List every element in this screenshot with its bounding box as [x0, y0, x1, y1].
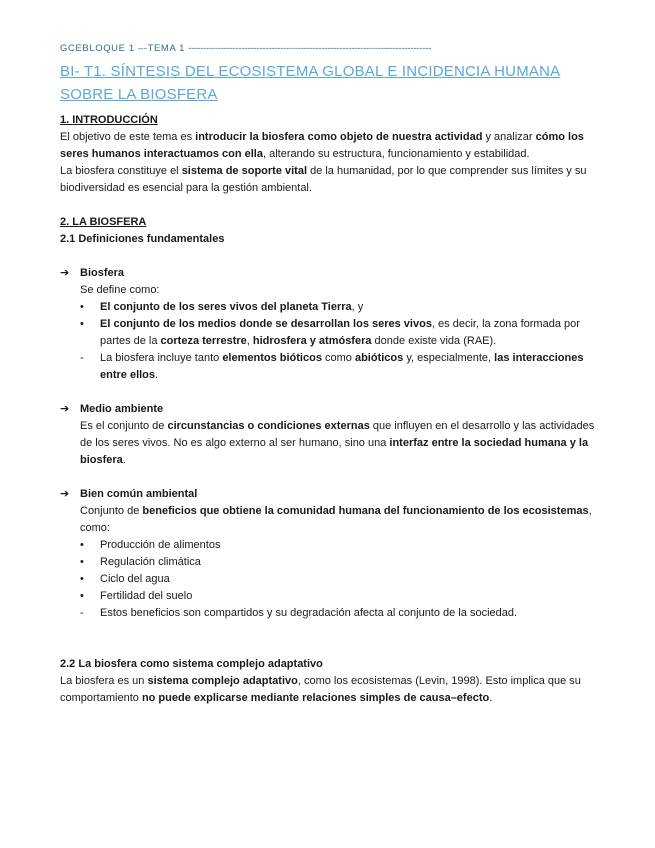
list-item: • Fertilidad del suelo [80, 588, 605, 605]
list-item: • Ciclo del agua [80, 571, 605, 588]
list-item: • Producción de alimentos [80, 537, 605, 554]
list-item: - Estos beneficios son compartidos y su degradación afecta al conjunto de la sociedad. [80, 605, 605, 622]
bullet-icon: • [80, 590, 84, 602]
sistema-paragraph: La biosfera es un sistema complejo adaptativo, como los ecosistemas (Levin, 1998). Esto implica que su comportamiento no puede explicarse mediante relaciones simples de causa–efecto. [60, 675, 581, 704]
section-heading-biosfera: 2. LA BIOSFERA [60, 216, 147, 228]
bien-comun-intro: Conjunto de beneficios que obtiene la comunidad humana del funcionamiento de los ecosistemas, como: [80, 505, 592, 534]
arrow-right-icon: ➔ [60, 488, 70, 500]
dash-icon: - [80, 352, 84, 364]
biosfera-definition-list [80, 299, 605, 384]
arrow-right-icon: ➔ [60, 267, 70, 279]
bullet-icon: • [80, 556, 84, 568]
document-title: BI- T1. SÍNTESIS DEL ECOSISTEMA GLOBAL E INCIDENCIA HUMANA SOBRE LA BIOSFERA [60, 63, 561, 103]
term-biosfera-intro: Se define como: [80, 284, 160, 296]
intro-paragraph-2: La biosfera constituye el sistema de soporte vital de la humanidad, por lo que comprender sus límites y su biodiversidad es esencial para la gestión ambiental. [60, 165, 587, 194]
running-header [60, 42, 605, 56]
bullet-icon: • [80, 318, 84, 330]
bullet-icon: • [80, 301, 84, 313]
list-item: • Regulación climática [80, 554, 605, 571]
term-medio-ambiente-body [60, 418, 605, 469]
subsection-heading-sistema: 2.2 La biosfera como sistema complejo adaptativo [60, 658, 323, 670]
running-head-text: GCEBLOQUE 1 –-TEMA 1 [60, 43, 189, 54]
term-biosfera-body [60, 282, 605, 384]
term-biosfera: ➔ Biosfera [60, 265, 605, 282]
list-item: - La biosfera incluye tanto elementos bióticos como abióticos y, especialmente, las interacciones entre ellos. [80, 352, 584, 381]
term-bien-comun: ➔ Bien común ambiental [60, 486, 605, 503]
term-medio-ambiente: ➔ Medio ambiente [60, 401, 605, 418]
bullet-icon: • [80, 539, 84, 551]
list-item: • El conjunto de los seres vivos del planeta Tierra, y [80, 299, 605, 316]
medio-ambiente-paragraph: Es el conjunto de circunstancias o condiciones externas que influyen en el desarrollo y las actividades de los seres vivos. No es algo externo al ser humano, sino una interfaz entre la sociedad humana y la biosfera. [80, 420, 595, 466]
bullet-icon: • [80, 573, 84, 585]
list-item: • El conjunto de los medios donde se desarrollan los seres vivos, es decir, la zona formada por partes de la corteza terrestre, hidrosfera y atmósfera donde existe vida (RAE). [80, 318, 580, 347]
section-heading-introduccion: 1. INTRODUCCIÓN [60, 114, 158, 126]
arrow-right-icon: ➔ [60, 403, 70, 415]
document-page [60, 42, 605, 707]
dash-icon: - [80, 607, 84, 619]
intro-paragraph-1: El objetivo de este tema es introducir la biosfera como objeto de nuestra actividad y analizar cómo los seres humanos interactuamos con ella, alterando su estructura, funcionamiento y estabilidad. [60, 131, 584, 160]
subsection-heading-definiciones: 2.1 Definiciones fundamentales [60, 233, 225, 245]
running-head-dashes: ---------------------------------------------------------------------------------- [188, 43, 432, 54]
bien-comun-list [80, 537, 605, 622]
term-bien-comun-body [60, 503, 605, 622]
